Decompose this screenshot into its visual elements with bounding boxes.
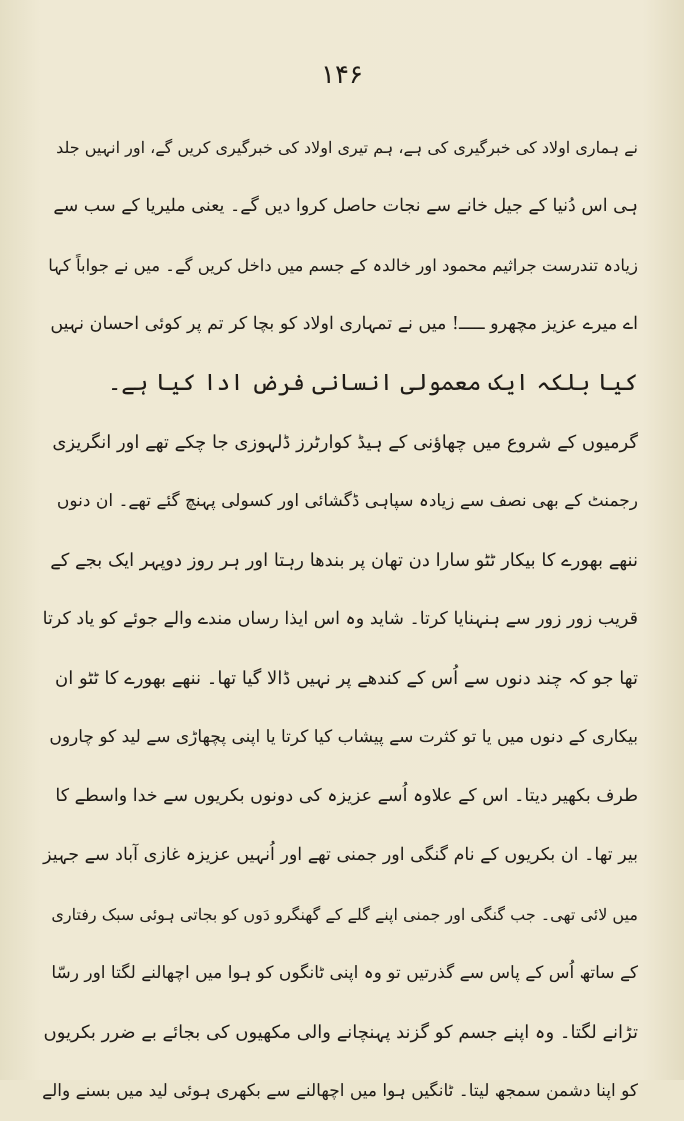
text-line: رجمنٹ کے بھی نصف سے زیادہ سپاہی ڈگشائی اور کسولی پہنچ گئے تھے۔ ان دنوں (56, 491, 638, 511)
text-line: میں لائی تھی۔ جب گنگی اور جمنی اپنے گلے کے گھنگرو دَوں کو بجاتی ہوئی سبک رفتاری (51, 905, 638, 924)
text-line: بیر تھا۔ ان بکریوں کے نام گنگی اور جمنی تھے اور اُنہیں عزیزہ غازی آباد سے جہیز (43, 845, 638, 865)
text-line: اے میرے عزیز مچھرو ـــــ! میں نے تمہاری اولاد کو بچا کر تم پر کوئی احسان نہیں (50, 314, 638, 334)
text-line: کو اپنا دشمن سمجھ لیتا۔ ٹانگیں ہوا میں اچھالنے سے بکھری ہوئی لید میں بسنے والے (42, 1081, 638, 1101)
page-number: ۱۴۶ (321, 60, 363, 90)
text-line: ننھے بھورے کا بیکار ٹٹو سارا دن تھان پر بندھا رہتا اور ہر روز دوپہر ایک بجے کے (50, 550, 638, 571)
text-line: طرف بکھیر دیتا۔ اس کے علاوہ اُسے عزیزہ کی دونوں بکریوں سے خدا واسطے کا (55, 786, 638, 806)
text-line: ہی اس دُنیا کے جیل خانے سے نجات حاصل کروا دیں گے۔ یعنی ملیریا کے سب سے (53, 196, 638, 216)
text-line: تڑانے لگتا۔ وہ اپنے جسم کو گزند پہنچانے والی مکھیوں کی بجائے بے ضرر بکریوں (43, 1022, 638, 1043)
text-line: بیکاری کے دنوں میں یا تو کثرت سے پیشاب کیا کرتا یا اپنی پچھاڑی سے لید کو چاروں (49, 727, 638, 747)
text-line: کے ساتھ اُس کے پاس سے گذرتیں تو وہ اپنی ٹانگوں کو ہوا میں اچھالنے لگتا اور رسّا (51, 963, 638, 983)
text-line: کیا بلکہ ایک معمولی انسانی فرض ادا کیا ہے۔ (107, 370, 638, 396)
text-line: زیادہ تندرست جراثیم محمود اور خالدہ کے جسم میں داخل کریں گے۔ میں نے جواباً کہا (48, 256, 638, 275)
text-line: نے ہماری اولاد کی خبرگیری کی ہے، ہم تیری اولاد کی خبرگیری کریں گے، اور انہیں جلد (56, 138, 638, 157)
text-line: قریب زور زور سے ہنہنایا کرتا۔ شاید وہ اس ایذا رساں مندے والے جوئے کو یاد کرتا (42, 609, 638, 629)
page-body-text (42, 118, 638, 1121)
text-line: گرمیوں کے شروع میں چھاؤنی کے ہیڈ کوارٹرز ڈلہوزی جا چکے تھے اور انگریزی (52, 432, 638, 453)
text-line: تھا جو کہ چند دنوں سے اُس کے کندھے پر نہیں ڈالا گیا تھا۔ ننھے بھورے کا ٹٹو ان (55, 668, 638, 689)
